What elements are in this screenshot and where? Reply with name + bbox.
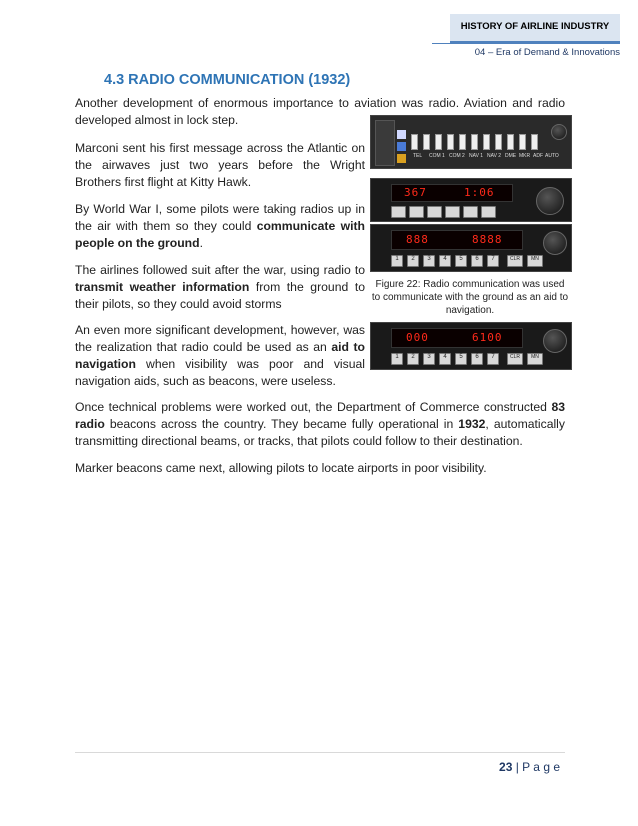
page-number: 23: [499, 760, 513, 774]
preset-button-6: 6: [471, 353, 483, 365]
paragraph-1: Another development of enormous importance to aviation was radio. Aviation and radio developed almost in lock step.: [75, 96, 565, 127]
preset-button-2: 2: [407, 255, 419, 267]
toggle-switch: [411, 134, 418, 150]
clear-button: CLR: [507, 353, 523, 365]
panel-label-nav1: NAV 1: [469, 153, 484, 159]
paragraph-5-text: An even more significant development, however, was the realization that radio could be used as an: [75, 323, 365, 354]
panel-button: [409, 206, 424, 218]
preset-button-7: 7: [487, 353, 499, 365]
panel-label-adf: ADF: [533, 153, 543, 159]
paragraph-4: [75, 262, 365, 313]
panel-label-dme: DME: [505, 153, 517, 159]
com-standby-readout: 8888: [472, 233, 503, 246]
preset-button-6: 6: [471, 255, 483, 267]
adf-display: [391, 184, 513, 202]
toggle-switch: [483, 134, 490, 150]
figure-caption: Figure 22: Radio communication was used to communicate with the ground as an aid to navigation.: [371, 279, 569, 316]
panel-label-com2: COM 2: [449, 153, 465, 159]
nav-panel-image: [370, 322, 572, 370]
panel-label-nav2: NAV 2: [487, 153, 502, 159]
nav-standby-readout: 6100: [472, 331, 503, 344]
toggle-switch: [435, 134, 442, 150]
toggle-switch: [447, 134, 454, 150]
header-rule: [432, 43, 620, 44]
panel-label-mkr: MKR: [519, 153, 531, 159]
toggle-switch: [459, 134, 466, 150]
paragraph-4-bold: transmit weather information: [75, 280, 250, 294]
panel-label-auto: AUTO: [545, 153, 559, 159]
preset-button-1: 1: [391, 255, 403, 267]
paragraph-5-end: when visibility was poor and visual navigation aids, such as beacons, were useless.: [75, 357, 365, 388]
preset-button-3: 3: [423, 255, 435, 267]
page-label: | P a g e: [515, 760, 560, 774]
panel-button: [427, 206, 442, 218]
paragraph-3-bold: communicate with people on the ground: [75, 219, 365, 250]
adf-panel-image: [370, 178, 572, 222]
clear-button: CLR: [507, 255, 523, 267]
paragraph-6-text-b: beacons across the country. They became fully operational in: [104, 417, 459, 431]
preset-button-1: 1: [391, 353, 403, 365]
tuning-knob: [543, 231, 567, 255]
paragraph-4-text: The airlines followed suit after the war, using radio to: [75, 263, 365, 277]
com-panel-image: [370, 224, 572, 272]
panel-label-com1: COM 1: [429, 153, 445, 159]
preset-button-5: 5: [455, 255, 467, 267]
paragraph-5-bold: aid to navigation: [75, 340, 365, 371]
tuning-knob: [543, 329, 567, 353]
preset-button-3: 3: [423, 353, 435, 365]
toggle-switch: [471, 134, 478, 150]
page-footer: [499, 760, 560, 774]
paragraph-6-bold-b: 1932: [458, 417, 486, 431]
indicator-light: [397, 142, 406, 151]
nav-active-readout: 000: [406, 331, 429, 344]
toggle-switch: [519, 134, 526, 150]
panel-button: [391, 206, 406, 218]
memory-button: MN: [527, 255, 543, 267]
paragraph-3: [75, 201, 365, 252]
panel-label-tel: TEL: [413, 153, 423, 159]
paragraph-6-text-c: , automatically transmitting directional beams, or tracks, that pilots could follow to their destination.: [75, 417, 565, 448]
paragraph-4-end: from the ground to their pilots, so they could avoid storms: [75, 280, 365, 311]
adf-frequency-readout: 367: [404, 186, 427, 199]
indicator-light: [397, 154, 406, 163]
toggle-switch: [507, 134, 514, 150]
memory-button: MN: [527, 353, 543, 365]
com-active-readout: 888: [406, 233, 429, 246]
paragraph-7: Marker beacons came next, allowing pilots to locate airports in poor visibility.: [75, 461, 487, 475]
panel-button: [463, 206, 478, 218]
paragraph-3-text: By World War I, some pilots were taking radios up in the air with them so they could: [75, 202, 365, 233]
audio-panel-image: [370, 115, 572, 169]
volume-knob: [551, 124, 567, 140]
paragraph-6-text-a: Once technical problems were worked out, the Department of Commerce constructed: [75, 400, 552, 414]
indicator-light: [397, 130, 406, 139]
preset-button-4: 4: [439, 353, 451, 365]
running-header-box: [450, 14, 620, 43]
com-display: [391, 230, 523, 250]
nav-display: [391, 328, 523, 348]
footer-rule: [75, 752, 565, 753]
toggle-switch: [531, 134, 538, 150]
section-title: 4.3 RADIO COMMUNICATION (1932): [104, 72, 351, 88]
tuning-knob: [536, 187, 564, 215]
preset-button-5: 5: [455, 353, 467, 365]
preset-button-2: 2: [407, 353, 419, 365]
paragraph-3-end: .: [199, 236, 203, 250]
running-header-title: HISTORY OF AIRLINE INDUSTRY: [460, 21, 610, 32]
adf-timer-readout: 1:06: [464, 186, 495, 199]
paragraph-5: [75, 322, 365, 390]
paragraph-2: Marconi sent his first message across the Atlantic on the airwaves just two years before the Wright Brothers first flight at Kitty Hawk.: [75, 141, 365, 189]
panel-button: [481, 206, 496, 218]
panel-side-block: [375, 120, 395, 166]
toggle-switch: [423, 134, 430, 150]
paragraph-6-bold-a: 83 radio: [75, 400, 565, 431]
panel-button: [445, 206, 460, 218]
paragraph-6: [75, 399, 565, 450]
preset-button-7: 7: [487, 255, 499, 267]
preset-button-4: 4: [439, 255, 451, 267]
running-header-subtitle: 04 – Era of Demand & Innovations: [474, 47, 620, 58]
toggle-switch: [495, 134, 502, 150]
